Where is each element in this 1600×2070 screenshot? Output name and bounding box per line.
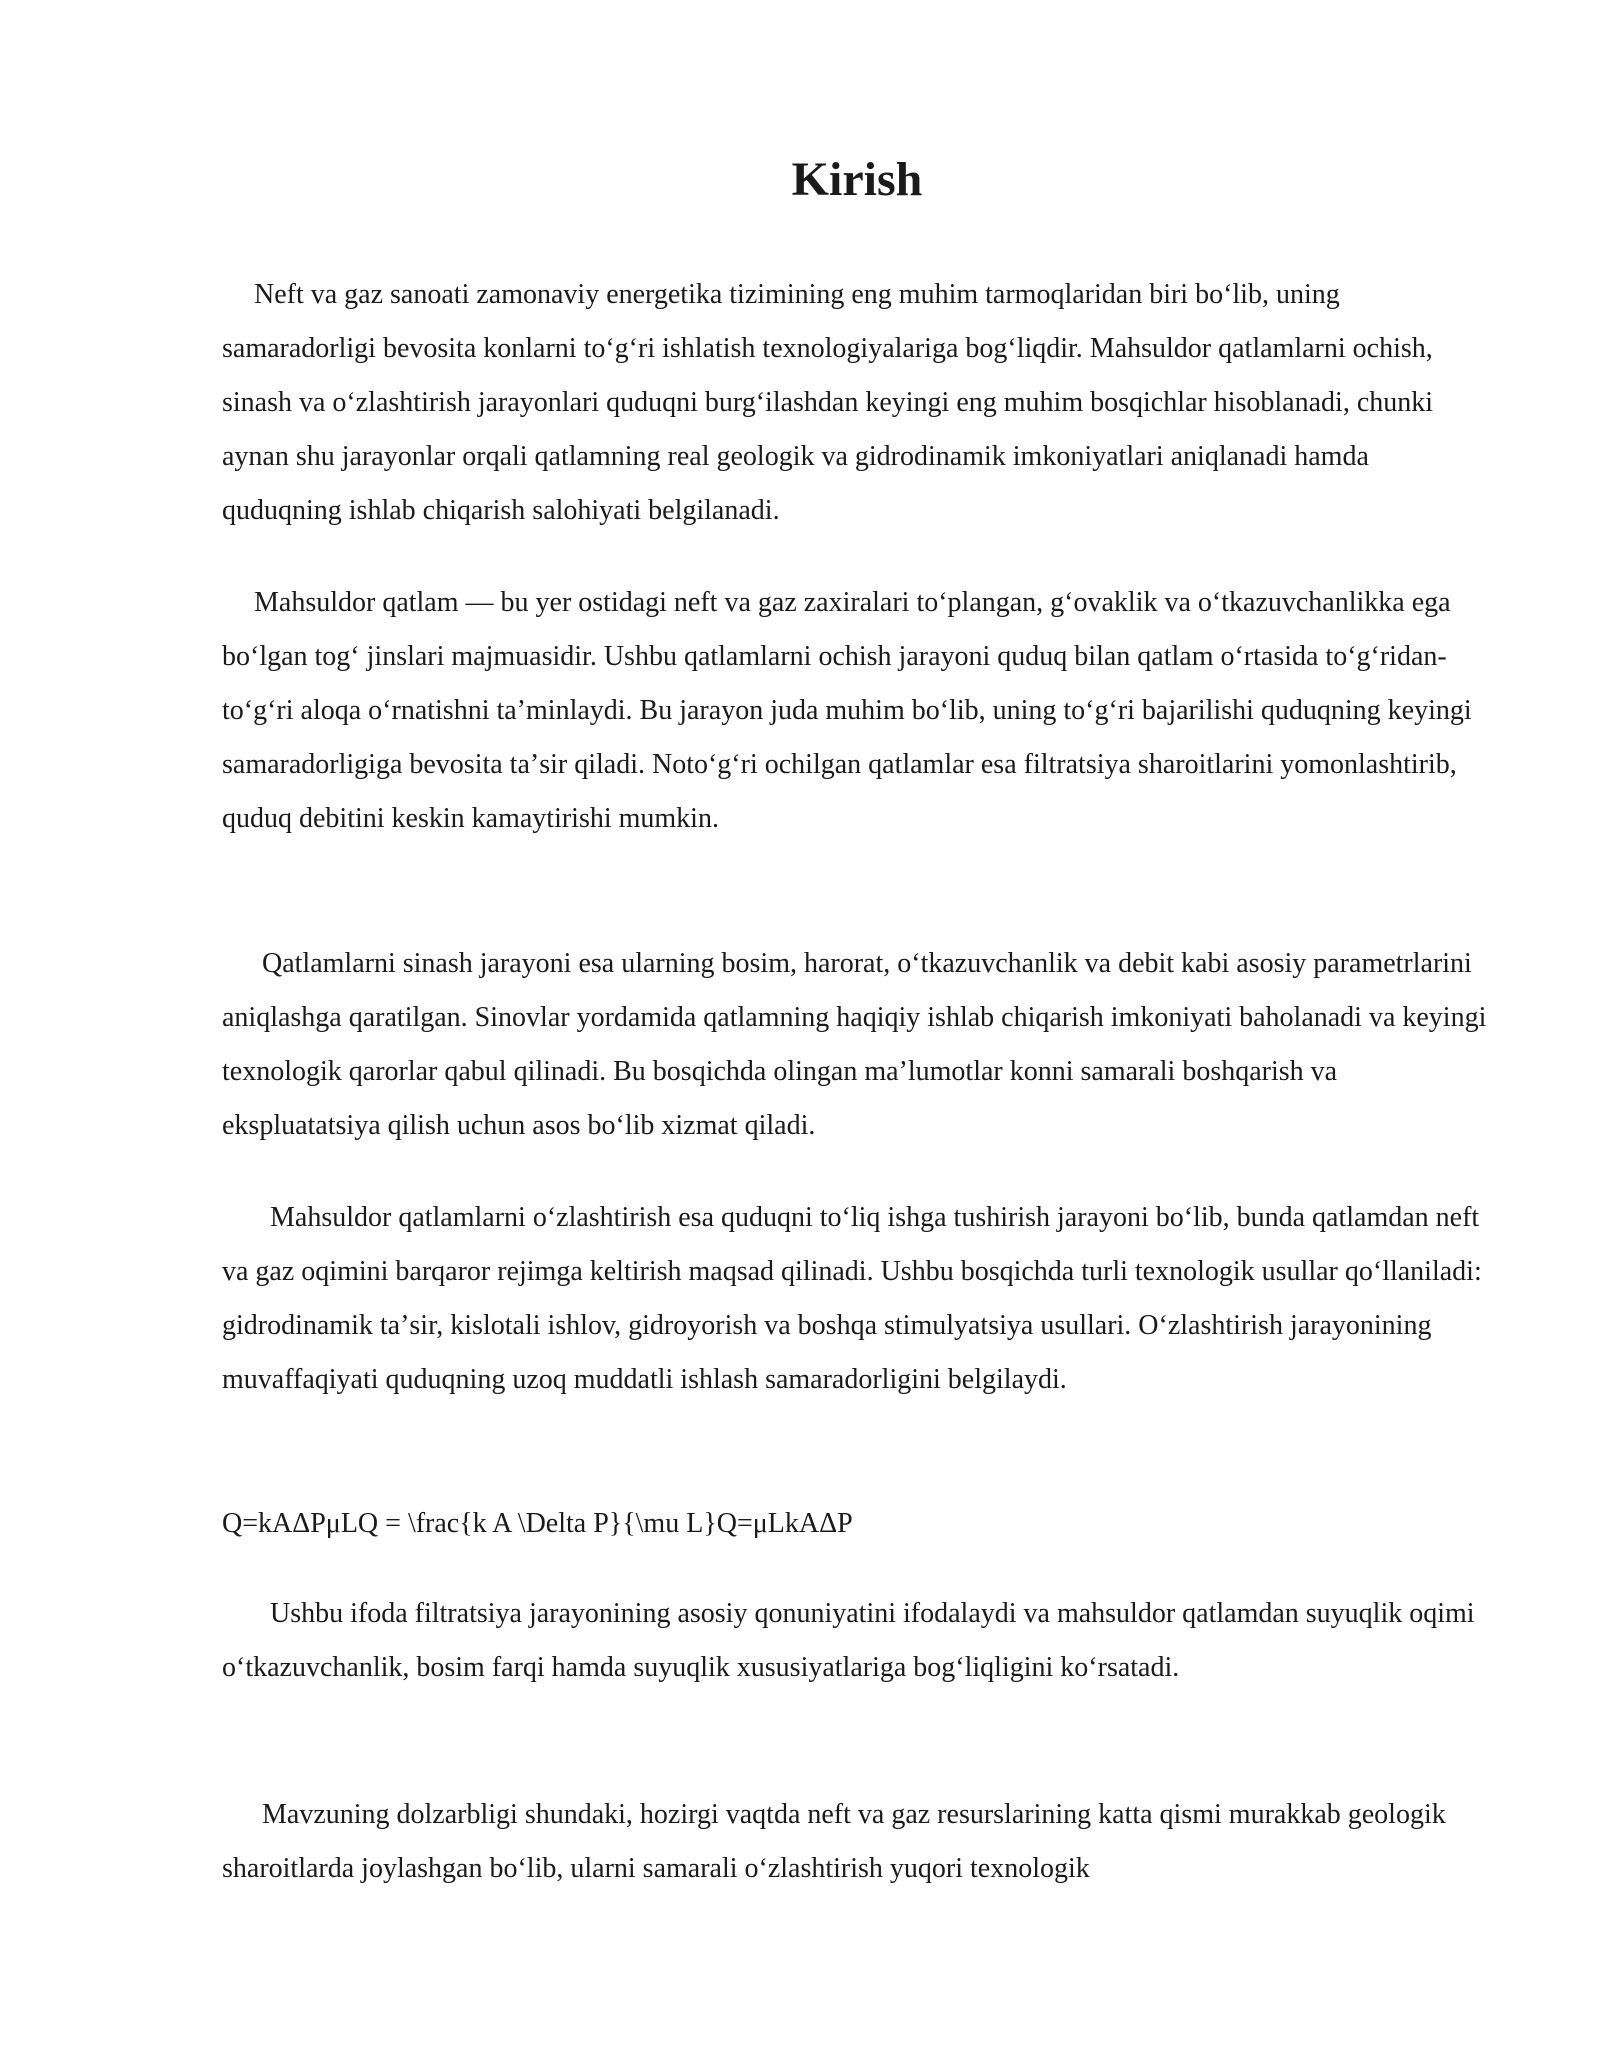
paragraph-intro: Neft va gaz sanoati zamonaviy energetika tizimining eng muhim tarmoqlaridan biri boʻlib, uning samaradorligi bevosita konlarni toʻgʻri ishlatish texnologiyalariga bogʻliqdir. Mahsuldor qatlamlarni ochish, sinash va oʻzlashtirish jarayonlari quduqni burgʻilashdan keyingi eng muhim bosqichlar hisoblanadi, chunki aynan shu jarayonlar orqali qatlamning real geologik va gidrodinamik imkoniyatlari aniqlanadi hamda quduqning ishlab chiqarish salohiyati belgilanadi. (222, 279, 1434, 526)
page-title: Kirish (791, 153, 923, 206)
paragraph-layer-testing: Qatlamlarni sinash jarayoni esa ularning bosim, harorat, oʻtkazuvchanlik va debit kabi asosiy parametrlarini aniqlashga qaratilgan. Sinovlar yordamida qatlamning haqiqiy ishlab chiqarish imkoniyati baholanadi va keyingi texnologik qarorlar qabul qilinadi. Bu bosqichda olingan maʼlumotlar konni samarali boshqarish va ekspluatatsiya qilish uchun asos boʻlib xizmat qiladi. (222, 948, 1487, 1141)
paragraph-productive-layer: Mahsuldor qatlam — bu yer ostidagi neft va gaz zaxiralari toʻplangan, gʻovaklik va oʻtkazuvchanlikka ega boʻlgan togʻ jinslari majmuasidir. Ushbu qatlamlarni ochish jarayoni quduq bilan qatlam oʻrtasida toʻgʻridan-toʻgʻri aloqa oʻrnatishni taʼminlaydi. Bu jarayon juda muhim boʻlib, uning toʻgʻri bajarilishi quduqning keyingi samaradorligiga bevosita taʼsir qiladi. Notoʻgʻri ochilgan qatlamlar esa filtratsiya sharoitlarini yomonlashtirib, quduq debitini keskin kamaytirishi mumkin. (222, 587, 1472, 834)
paragraph-layer-development: Mahsuldor qatlamlarni oʻzlashtirish esa quduqni toʻliq ishga tushirish jarayoni boʻlib, bunda qatlamdan neft va gaz oqimini barqaror rejimga keltirish maqsad qilinadi. Ushbu bosqichda turli texnologik usullar qoʻllaniladi: gidrodinamik taʼsir, kislotali ishlov, gidroyorish va boshqa stimulyatsiya usullari. Oʻzlashtirish jarayonining muvaffaqiyati quduqning uzoq muddatli ishlash samaradorligini belgilaydi. (222, 1202, 1482, 1395)
formula-line: Q=kAΔPμLQ = \frac{k A \Delta P}{\mu L}Q=μLkAΔP (222, 1508, 853, 1539)
paragraph-formula-explanation: Ushbu ifoda filtratsiya jarayonining asosiy qonuniyatini ifodalaydi va mahsuldor qatlamdan suyuqlik oqimi oʻtkazuvchanlik, bosim farqi hamda suyuqlik xususiyatlariga bogʻliqligini koʻrsatadi. (222, 1598, 1475, 1683)
paragraph-relevance: Mavzuning dolzarbligi shundaki, hozirgi vaqtda neft va gaz resurslarining katta qismi murakkab geologik sharoitlarda joylashgan boʻlib, ularni samarali oʻzlashtirish yuqori texnologik (222, 1799, 1446, 1884)
